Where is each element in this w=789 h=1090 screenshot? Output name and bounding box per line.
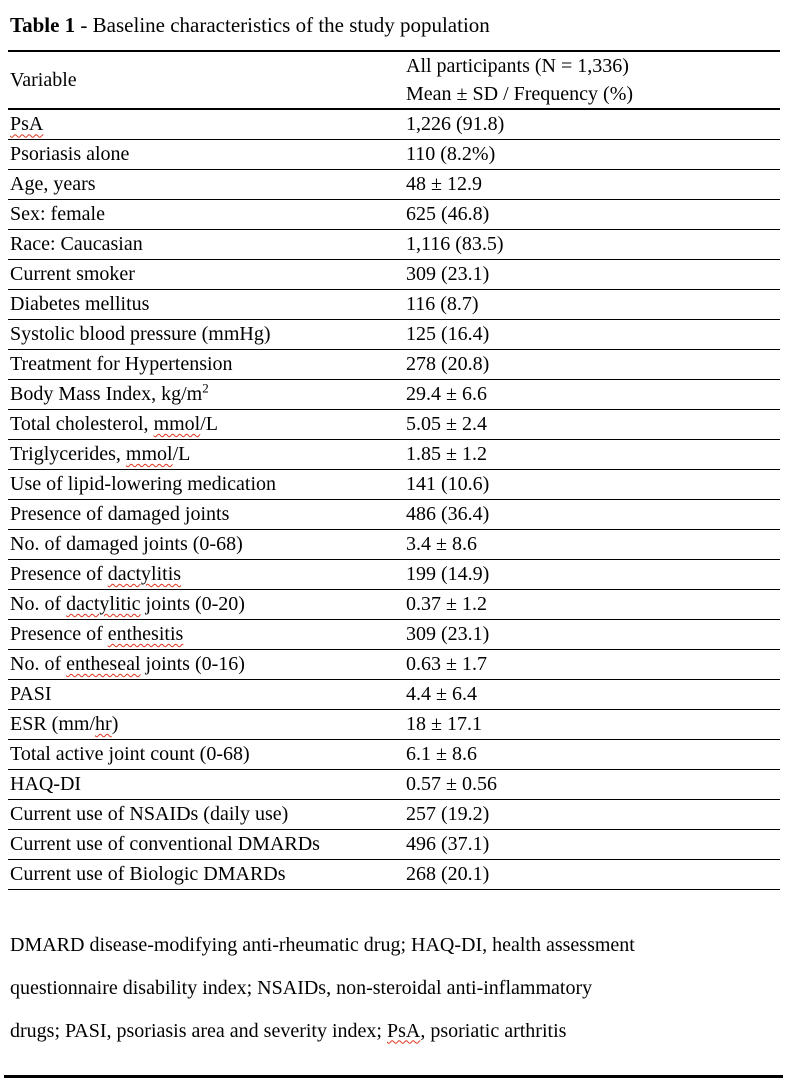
text-segment: Age, years (10, 173, 96, 195)
misspelled-word: dactylitis (107, 563, 182, 585)
value-cell: 257 (19.2) (406, 803, 490, 825)
variable-cell (8, 649, 404, 679)
value-cell: 1.85 ± 1.2 (406, 443, 487, 465)
value-cell: 116 (8.7) (406, 293, 479, 315)
text-segment: drugs; PASI, psoriasis area and severity index; (10, 1019, 387, 1042)
text-segment: ) (111, 713, 119, 735)
text-segment: Triglycerides, (10, 443, 126, 465)
table-row (8, 139, 780, 169)
value-cell: 4.4 ± 6.4 (406, 683, 477, 705)
value-cell: 278 (20.8) (406, 353, 490, 375)
variable-cell (8, 709, 404, 739)
text-segment: Diabetes mellitus (10, 293, 150, 315)
text-segment: No. of (10, 593, 67, 615)
table-row (8, 169, 780, 199)
value-cell: 496 (37.1) (406, 833, 490, 855)
text-segment: Current smoker (10, 263, 135, 285)
text-segment: questionnaire disability index; NSAIDs, non-steroidal anti-inflammatory (10, 976, 593, 999)
text-segment: ESR (mm/ (10, 713, 96, 735)
table-row (8, 229, 780, 259)
variable-cell (8, 619, 404, 649)
table-row (8, 289, 780, 319)
variable-cell (8, 289, 404, 319)
value-cell: 486 (36.4) (406, 503, 490, 525)
value-cell: 1,116 (83.5) (406, 233, 504, 255)
page-bottom-rule (4, 1075, 783, 1078)
variable-cell (8, 169, 404, 199)
text-segment: Sex: female (10, 203, 105, 225)
table-row (8, 769, 780, 799)
text-segment: Presence of (10, 623, 108, 645)
value-cell: 625 (46.8) (406, 203, 490, 225)
misspelled-word: PsA (386, 1019, 421, 1042)
text-segment: , psoriatic arthritis (420, 1019, 567, 1042)
variable-cell (8, 769, 404, 799)
table-row (8, 259, 780, 289)
variable-cell (8, 379, 404, 409)
variable-cell (8, 439, 404, 469)
variable-cell (8, 349, 404, 379)
table-row (8, 319, 780, 349)
variable-cell (8, 679, 404, 709)
column-header-participants-line2: Mean ± SD / Frequency (%) (406, 83, 634, 105)
table-row (8, 499, 780, 529)
table-row (8, 529, 780, 559)
misspelled-word: hr (95, 713, 112, 735)
table-title-text: - Baseline characteristics of the study population (75, 13, 490, 37)
value-cell: 268 (20.1) (406, 863, 490, 885)
table-row (8, 859, 780, 889)
table-row (8, 379, 780, 409)
value-cell: 110 (8.2%) (406, 143, 496, 165)
table-row (8, 349, 780, 379)
value-cell: 5.05 ± 2.4 (406, 413, 487, 435)
text-segment: No. of damaged joints (0-68) (10, 533, 243, 555)
text-segment: Total cholesterol, (10, 413, 154, 435)
text-segment: Total active joint count (0-68) (10, 743, 250, 765)
text-segment: No. of (10, 653, 67, 675)
text-segment: DMARD disease-modifying anti-rheumatic drug; HAQ-DI, health assessment (10, 933, 635, 956)
variable-cell (8, 829, 404, 859)
column-header-participants-line1: All participants (N = 1,336) (406, 55, 629, 77)
column-header-participants (404, 51, 780, 109)
value-cell: 1,226 (91.8) (406, 113, 505, 136)
text-segment: Systolic blood pressure (mmHg) (10, 323, 271, 345)
text-segment: /L (200, 413, 219, 435)
text-segment: Presence of damaged joints (10, 503, 230, 525)
variable-cell (8, 589, 404, 619)
variable-cell (8, 259, 404, 289)
variable-cell (8, 559, 404, 589)
table-row (8, 199, 780, 229)
text-segment: HAQ-DI (10, 773, 82, 795)
variable-cell (8, 229, 404, 259)
table-row (8, 439, 780, 469)
value-cell: 18 ± 17.1 (406, 713, 482, 735)
text-segment: PASI (10, 683, 52, 705)
value-cell: 6.1 ± 8.6 (406, 743, 477, 765)
value-cell: 309 (23.1) (406, 623, 490, 645)
table-row (8, 109, 780, 139)
text-segment: Current use of conventional DMARDs (10, 833, 320, 855)
text-segment: Treatment for Hypertension (10, 353, 233, 375)
table-row (8, 649, 780, 679)
superscript: 2 (202, 380, 209, 396)
footnote-abbreviations (10, 924, 782, 1053)
footnote-line (10, 967, 782, 1010)
table-row (8, 619, 780, 649)
variable-cell (8, 139, 404, 169)
variable-cell (8, 469, 404, 499)
table-row (8, 799, 780, 829)
text-segment: joints (0-16) (140, 653, 245, 675)
value-cell: 3.4 ± 8.6 (406, 533, 477, 555)
baseline-characteristics-table (8, 50, 780, 890)
value-cell: 0.63 ± 1.7 (406, 653, 487, 675)
variable-cell (8, 499, 404, 529)
variable-cell (8, 199, 404, 229)
text-segment: Race: Caucasian (10, 233, 143, 255)
value-cell: 29.4 ± 6.6 (406, 383, 487, 405)
table-row (8, 829, 780, 859)
value-cell: 0.57 ± 0.56 (406, 773, 497, 795)
text-segment: Psoriasis alone (10, 143, 130, 165)
text-segment: Current use of Biologic DMARDs (10, 863, 286, 885)
table-row (8, 559, 780, 589)
variable-cell (8, 739, 404, 769)
table-header-row (8, 51, 780, 109)
variable-cell (8, 319, 404, 349)
table-row (8, 409, 780, 439)
footnote-line (10, 1010, 782, 1053)
text-segment: Presence of (10, 563, 108, 585)
value-cell: 125 (16.4) (406, 323, 490, 345)
text-segment: Body Mass Index, kg/m (10, 383, 203, 405)
value-cell: 48 ± 12.9 (406, 173, 482, 195)
misspelled-word: mmol (153, 413, 201, 435)
variable-cell (8, 799, 404, 829)
variable-cell (8, 409, 404, 439)
misspelled-word: dactylitic (66, 593, 141, 615)
column-header-variable: Variable (10, 69, 77, 91)
table-row (8, 589, 780, 619)
table-title (10, 10, 781, 40)
table-body (8, 109, 780, 889)
table-row (8, 679, 780, 709)
text-segment: joints (0-20) (140, 593, 245, 615)
value-cell: 141 (10.6) (406, 473, 490, 495)
variable-cell (8, 859, 404, 889)
table-title-label: Table 1 (10, 13, 76, 37)
variable-cell (8, 529, 404, 559)
footnote-line (10, 924, 782, 967)
table-row (8, 469, 780, 499)
value-cell: 0.37 ± 1.2 (406, 593, 487, 615)
text-segment: Current use of NSAIDs (daily use) (10, 803, 289, 825)
table-row (8, 709, 780, 739)
value-cell: 309 (23.1) (406, 263, 490, 285)
misspelled-word: enthesitis (107, 623, 184, 645)
value-cell: 199 (14.9) (406, 563, 490, 585)
misspelled-word: PsA (10, 113, 44, 136)
text-segment: Use of lipid-lowering medication (10, 473, 277, 495)
variable-cell (8, 109, 404, 139)
misspelled-word: entheseal (66, 653, 141, 675)
table-row (8, 739, 780, 769)
text-segment: /L (172, 443, 191, 465)
misspelled-word: mmol (125, 443, 173, 465)
